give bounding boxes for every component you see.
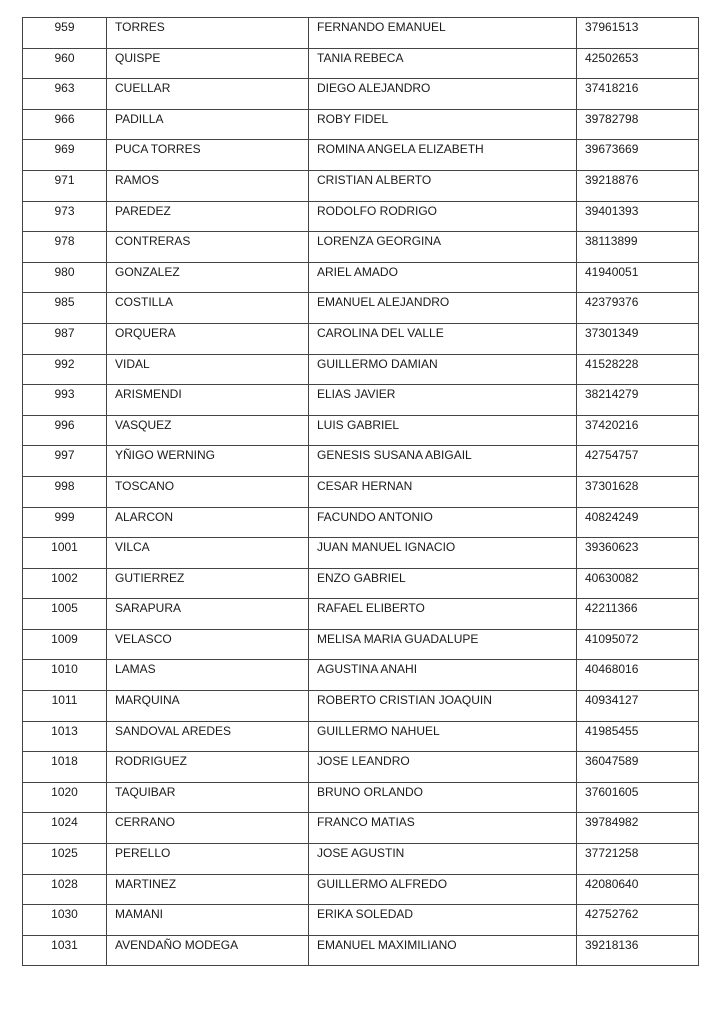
surname-cell: VILCA [107,538,309,569]
row-number-cell: 966 [23,109,107,140]
given-names-cell: JUAN MANUEL IGNACIO [309,538,577,569]
surname-cell: PADILLA [107,109,309,140]
surname-cell: ALARCON [107,507,309,538]
id-number-cell: 36047589 [577,752,699,783]
given-names-cell: GUILLERMO NAHUEL [309,721,577,752]
table-row [23,232,699,263]
given-names-cell: ROBY FIDEL [309,109,577,140]
given-names-cell: CRISTIAN ALBERTO [309,170,577,201]
row-number-cell: 973 [23,201,107,232]
given-names-cell: LORENZA GEORGINA [309,232,577,263]
given-names-cell: ROMINA ANGELA ELIZABETH [309,140,577,171]
id-number-cell: 39782798 [577,109,699,140]
surname-cell: SANDOVAL AREDES [107,721,309,752]
table-row [23,629,699,660]
id-number-cell: 37420216 [577,415,699,446]
id-number-cell: 39784982 [577,813,699,844]
id-number-cell: 38113899 [577,232,699,263]
table-row [23,721,699,752]
id-number-cell: 40934127 [577,691,699,722]
surname-cell: ORQUERA [107,323,309,354]
given-names-cell: CESAR HERNAN [309,476,577,507]
table-row [23,201,699,232]
id-number-cell: 41095072 [577,629,699,660]
id-number-cell: 40824249 [577,507,699,538]
id-number-cell: 39218136 [577,935,699,966]
table-row [23,446,699,477]
surname-cell: PAREDEZ [107,201,309,232]
surname-cell: YÑIGO WERNING [107,446,309,477]
id-number-cell: 39218876 [577,170,699,201]
id-number-cell: 42379376 [577,293,699,324]
table-row [23,782,699,813]
row-number-cell: 1031 [23,935,107,966]
row-number-cell: 1028 [23,874,107,905]
surname-cell: MARQUINA [107,691,309,722]
surname-cell: SARAPURA [107,599,309,630]
id-number-cell: 37301628 [577,476,699,507]
row-number-cell: 999 [23,507,107,538]
surname-cell: PERELLO [107,844,309,875]
row-number-cell: 996 [23,415,107,446]
given-names-cell: DIEGO ALEJANDRO [309,79,577,110]
surname-cell: CUELLAR [107,79,309,110]
surname-cell: ARISMENDI [107,385,309,416]
surname-cell: PUCA TORRES [107,140,309,171]
given-names-cell: BRUNO ORLANDO [309,782,577,813]
row-number-cell: 971 [23,170,107,201]
given-names-cell: GENESIS SUSANA ABIGAIL [309,446,577,477]
id-number-cell: 42752762 [577,905,699,936]
table-row [23,48,699,79]
id-number-cell: 42502653 [577,48,699,79]
id-number-cell: 39360623 [577,538,699,569]
id-number-cell: 41528228 [577,354,699,385]
surname-cell: LAMAS [107,660,309,691]
row-number-cell: 987 [23,323,107,354]
row-number-cell: 1005 [23,599,107,630]
surname-cell: QUISPE [107,48,309,79]
table-row [23,599,699,630]
row-number-cell: 993 [23,385,107,416]
given-names-cell: ARIEL AMADO [309,262,577,293]
row-number-cell: 969 [23,140,107,171]
row-number-cell: 992 [23,354,107,385]
surname-cell: COSTILLA [107,293,309,324]
row-number-cell: 959 [23,18,107,49]
row-number-cell: 1013 [23,721,107,752]
table-row [23,507,699,538]
row-number-cell: 998 [23,476,107,507]
table-row [23,79,699,110]
id-number-cell: 37721258 [577,844,699,875]
given-names-cell: JOSE LEANDRO [309,752,577,783]
id-number-cell: 38214279 [577,385,699,416]
row-number-cell: 1011 [23,691,107,722]
id-number-cell: 42080640 [577,874,699,905]
surname-cell: TAQUIBAR [107,782,309,813]
surname-cell: MARTINEZ [107,874,309,905]
given-names-cell: EMANUEL MAXIMILIANO [309,935,577,966]
table-row [23,293,699,324]
given-names-cell: GUILLERMO DAMIAN [309,354,577,385]
given-names-cell: ELIAS JAVIER [309,385,577,416]
table-row [23,813,699,844]
surname-cell: CERRANO [107,813,309,844]
surname-cell: TORRES [107,18,309,49]
given-names-cell: FRANCO MATIAS [309,813,577,844]
table-row [23,905,699,936]
id-number-cell: 42754757 [577,446,699,477]
table-row [23,476,699,507]
table-row [23,752,699,783]
row-number-cell: 997 [23,446,107,477]
given-names-cell: RAFAEL ELIBERTO [309,599,577,630]
surname-cell: GONZALEZ [107,262,309,293]
table-row [23,109,699,140]
table-row [23,415,699,446]
given-names-cell: CAROLINA DEL VALLE [309,323,577,354]
table-row [23,354,699,385]
id-number-cell: 37418216 [577,79,699,110]
surname-cell: TOSCANO [107,476,309,507]
roster-table-body [23,18,699,966]
id-number-cell: 37301349 [577,323,699,354]
surname-cell: VELASCO [107,629,309,660]
id-number-cell: 37961513 [577,18,699,49]
table-row [23,385,699,416]
table-row [23,568,699,599]
surname-cell: AVENDAÑO MODEGA [107,935,309,966]
table-row [23,874,699,905]
row-number-cell: 1030 [23,905,107,936]
given-names-cell: EMANUEL ALEJANDRO [309,293,577,324]
given-names-cell: GUILLERMO ALFREDO [309,874,577,905]
id-number-cell: 40630082 [577,568,699,599]
given-names-cell: TANIA REBECA [309,48,577,79]
surname-cell: MAMANI [107,905,309,936]
given-names-cell: ERIKA SOLEDAD [309,905,577,936]
row-number-cell: 1020 [23,782,107,813]
roster-table [22,17,699,966]
table-row [23,170,699,201]
row-number-cell: 1001 [23,538,107,569]
row-number-cell: 978 [23,232,107,263]
id-number-cell: 42211366 [577,599,699,630]
row-number-cell: 1018 [23,752,107,783]
id-number-cell: 40468016 [577,660,699,691]
id-number-cell: 41985455 [577,721,699,752]
given-names-cell: ROBERTO CRISTIAN JOAQUIN [309,691,577,722]
surname-cell: VIDAL [107,354,309,385]
table-row [23,262,699,293]
row-number-cell: 1009 [23,629,107,660]
given-names-cell: MELISA MARIA GUADALUPE [309,629,577,660]
given-names-cell: FACUNDO ANTONIO [309,507,577,538]
row-number-cell: 1025 [23,844,107,875]
surname-cell: CONTRERAS [107,232,309,263]
surname-cell: GUTIERREZ [107,568,309,599]
id-number-cell: 39673669 [577,140,699,171]
given-names-cell: ENZO GABRIEL [309,568,577,599]
row-number-cell: 1002 [23,568,107,599]
id-number-cell: 37601605 [577,782,699,813]
table-row [23,323,699,354]
surname-cell: RODRIGUEZ [107,752,309,783]
row-number-cell: 980 [23,262,107,293]
surname-cell: VASQUEZ [107,415,309,446]
id-number-cell: 39401393 [577,201,699,232]
table-row [23,660,699,691]
table-row [23,538,699,569]
row-number-cell: 963 [23,79,107,110]
table-row [23,691,699,722]
given-names-cell: FERNANDO EMANUEL [309,18,577,49]
table-row [23,18,699,49]
id-number-cell: 41940051 [577,262,699,293]
table-row [23,844,699,875]
given-names-cell: LUIS GABRIEL [309,415,577,446]
row-number-cell: 985 [23,293,107,324]
given-names-cell: AGUSTINA ANAHI [309,660,577,691]
table-row [23,935,699,966]
table-row [23,140,699,171]
given-names-cell: JOSE AGUSTIN [309,844,577,875]
surname-cell: RAMOS [107,170,309,201]
given-names-cell: RODOLFO RODRIGO [309,201,577,232]
row-number-cell: 960 [23,48,107,79]
row-number-cell: 1010 [23,660,107,691]
row-number-cell: 1024 [23,813,107,844]
